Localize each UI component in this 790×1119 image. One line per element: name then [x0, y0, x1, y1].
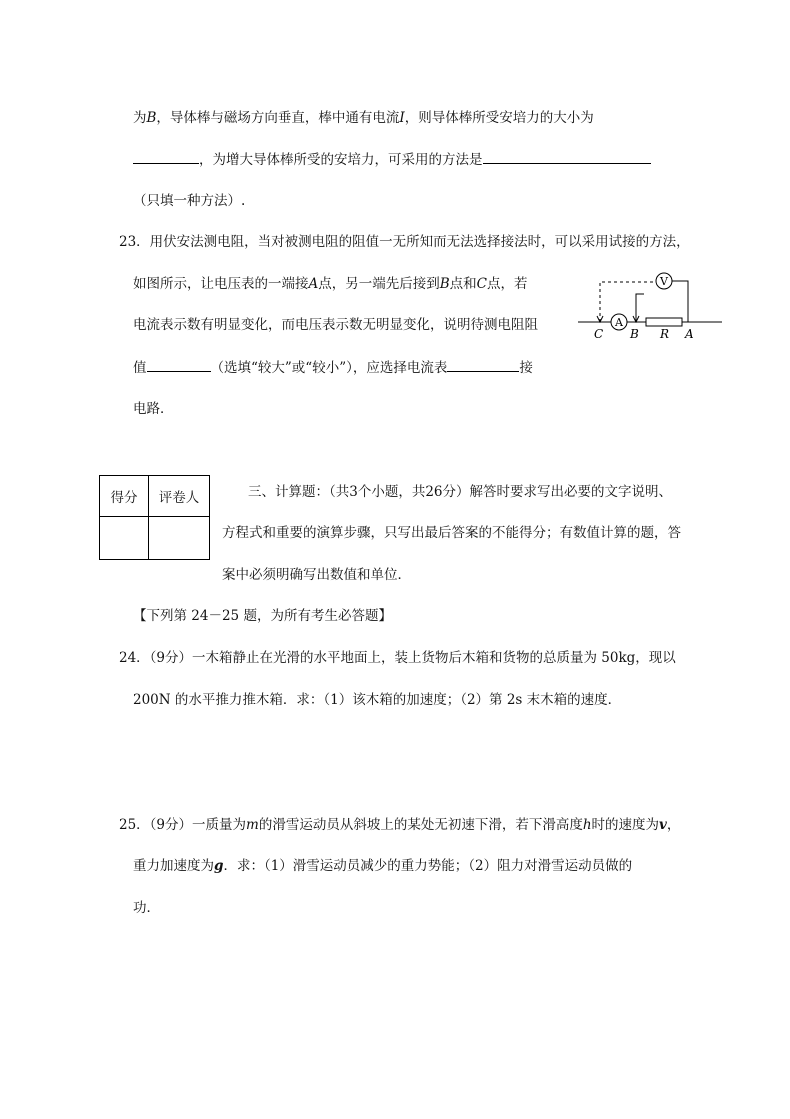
section3-line2: 方程式和重要的演算步骤，只写出最后答案的不能得分；有数值计算的题，答	[222, 525, 681, 541]
ammeter-label: A	[615, 316, 623, 329]
voltmeter-wire	[672, 281, 688, 322]
score-header: 得分	[100, 476, 149, 517]
probe-to-b-wire	[636, 294, 644, 322]
q25-line1: 25．（9分）一质量为m的滑雪运动员从斜坡上的某处无初速下滑，若下滑高度h时的速度为v，	[119, 817, 681, 833]
resistor-icon	[646, 318, 682, 326]
node-a-label: A	[685, 327, 694, 341]
node-c-label: C	[594, 327, 604, 341]
q22-line2: ，为增大导体棒所受的安培力，可采用的方法是	[133, 149, 651, 170]
node-b-label: B	[630, 327, 639, 341]
score-table	[99, 475, 210, 560]
grader-cell[interactable]	[149, 517, 210, 560]
q22-line1: 为B，导体棒与磁场方向垂直，棒中通有电流I，则导体棒所受安培力的大小为	[133, 110, 594, 126]
q22-line3: （只填一种方法）.	[133, 193, 246, 209]
required-note: 【下列第 24－25 题，为所有考生必答题】	[133, 608, 392, 624]
q24-line2: 200N 的水平推力推木箱．求：（1）该木箱的加速度；（2）第 2s 末木箱的速度．	[133, 692, 622, 708]
section3-line1: 三、计算题：（共3个小题，共26分）解答时要求写出必要的文字说明、	[248, 484, 673, 500]
q24-line1: 24．（9分）一木箱静止在光滑的水平地面上，装上货物后木箱和货物的总质量为 50kg，现以	[119, 650, 676, 666]
q23-line2: 如图所示，让电压表的一端接A点，另一端先后接到B点和C点，若	[133, 276, 528, 292]
q25-line2: 重力加速度为g．求：（1）滑雪运动员减少的重力势能；（2）阻力对滑雪运动员做的	[133, 858, 633, 874]
answer-blank[interactable]	[147, 357, 211, 372]
q25-line3: 功．	[133, 900, 160, 916]
grader-header: 评卷人	[149, 476, 210, 517]
circuit-diagram	[578, 270, 728, 342]
q23-line4: 值 （选填“较大”或“较小”），应选择电流表 接	[133, 357, 533, 378]
q23-line5: 电路．	[133, 401, 174, 417]
answer-blank[interactable]	[483, 149, 651, 164]
section3-line3: 案中必须明确写出数值和单位．	[222, 567, 411, 583]
resistor-label: R	[660, 327, 670, 341]
answer-blank[interactable]	[447, 357, 519, 372]
q23-line3: 电流表示数有明显变化，而电压表示数无明显变化，说明待测电阻阻	[133, 317, 538, 333]
voltmeter-label: V	[660, 275, 668, 288]
q23-line1: 23．用伏安法测电阻，当对被测电阻的阻值一无所知而无法选择接法时，可以采用试接的方法，	[119, 234, 690, 250]
dashed-probe-wire	[600, 282, 656, 322]
answer-blank[interactable]	[133, 149, 199, 164]
score-cell[interactable]	[100, 517, 149, 560]
